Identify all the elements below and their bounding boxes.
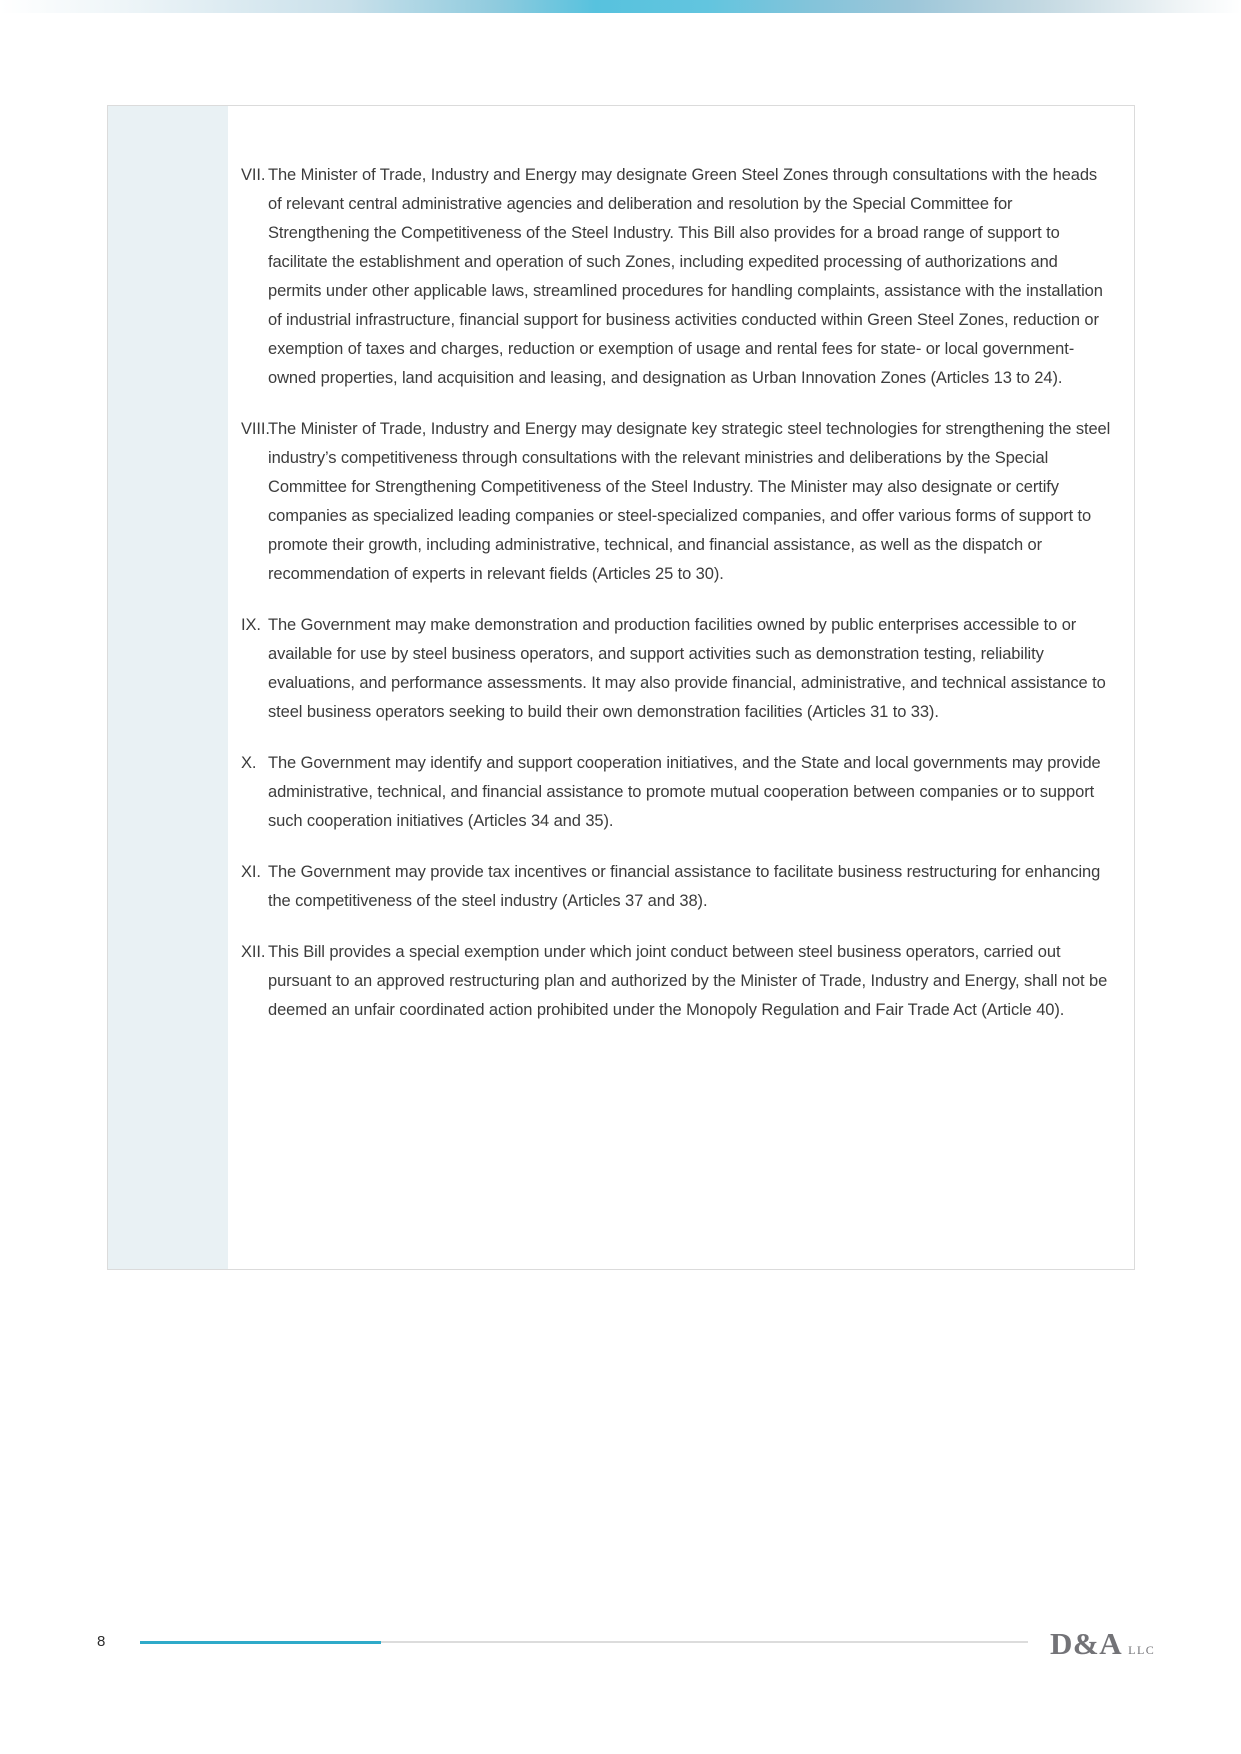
item-text: The Minister of Trade, Industry and Energy may designate key strategic steel technologies for strengthening the steel industry’s competitiveness through consultations with the relevant ministries and deliberations by the Special Committee for Strengthening Competitiveness of the Steel Industry. The Minister may also designate or certify companies as specialized leading companies or steel-specialized companies, and offer various forms of support to promote their growth, including administrative, technical, and financial assistance, as well as the dispatch or recommendation of experts in relevant fields (Articles 25 to 30). [268, 420, 1111, 583]
list-item [241, 611, 1114, 727]
company-logo [1050, 1626, 1155, 1662]
item-text: The Government may identify and support cooperation initiatives, and the State and local governments may provide administrative, technical, and financial assistance to promote mutual cooperation between companies or to support such cooperation initiatives (Articles 34 and 35). [268, 754, 1101, 830]
item-text: The Government may provide tax incentives or financial assistance to facilitate business restructuring for enhancing the competitiveness of the steel industry (Articles 37 and 38). [268, 863, 1101, 910]
list-item [241, 415, 1114, 589]
item-numeral: XI. [241, 863, 261, 881]
list-item [241, 938, 1114, 1025]
summary-text-column [228, 106, 1134, 1269]
footer-divider-accent-segment [140, 1641, 381, 1644]
list-item [241, 161, 1114, 393]
list-item [241, 858, 1114, 916]
sidebar-accent-strip [108, 106, 228, 1269]
item-numeral: IX. [241, 616, 261, 634]
page-number: 8 [97, 1633, 106, 1650]
list-item [241, 749, 1114, 836]
item-numeral: VIII. [241, 420, 270, 438]
item-numeral: XII. [241, 943, 266, 961]
footer-divider [140, 1641, 1028, 1644]
footer-divider-gray-segment [381, 1641, 1028, 1643]
item-numeral: VII. [241, 166, 266, 184]
item-text: This Bill provides a special exemption under which joint conduct between steel business operators, carried out pursuant to an approved restructuring plan and authorized by the Minister of Trade, Industry and Energy, shall not be deemed an unfair coordinated action prohibited under the Monopoly Regulation and Fair Trade Act (Article 40). [268, 943, 1108, 1019]
company-logo-suffix: LLC [1128, 1643, 1156, 1657]
item-text: The Minister of Trade, Industry and Energy may designate Green Steel Zones through consultations with the heads of relevant central administrative agencies and deliberation and resolution by the Special Committee for Strengthening the Competitiveness of the Steel Industry. This Bill also provides for a broad range of support to facilitate the establishment and operation of such Zones, including expedited processing of authorizations and permits under other applicable laws, streamlined procedures for handling complaints, assistance with the installation of industrial infrastructure, financial support for business activities conducted within Green Steel Zones, reduction or exemption of taxes and charges, reduction or exemption of usage and rental fees for state- or local government-owned properties, land acquisition and leasing, and designation as Urban Innovation Zones (Articles 13 to 24). [268, 166, 1103, 387]
summary-content-box [107, 105, 1135, 1270]
company-logo-text: D&A [1050, 1626, 1123, 1661]
item-text: The Government may make demonstration and production facilities owned by public enterprises accessible to or available for use by steel business operators, and support activities such as demonstration testing, reliability evaluations, and performance assessments. It may also provide financial, administrative, and technical assistance to steel business operators seeking to build their own demonstration facilities (Articles 31 to 33). [268, 616, 1106, 721]
item-numeral: X. [241, 754, 257, 772]
top-accent-gradient-bar [0, 0, 1241, 13]
